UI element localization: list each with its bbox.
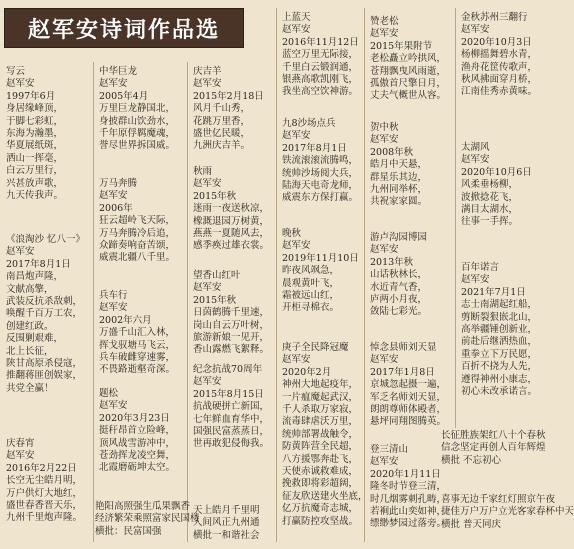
poem-line: 悬坪同翔图腾英。 bbox=[370, 416, 447, 428]
poem-date: 2005年4月 bbox=[99, 90, 149, 102]
poem-line: 杨柳摇舞碧水青， bbox=[461, 49, 538, 61]
poem-line: 苍翔飘曳风雨逝， bbox=[370, 65, 447, 77]
poem-line: 橡溉退园万树黄， bbox=[193, 215, 270, 227]
poem-line: 苍劲挥龙凌空舞， bbox=[99, 450, 176, 462]
poem-author: 赵军安 bbox=[99, 190, 128, 202]
poem-author: 赵军安 bbox=[193, 376, 222, 388]
poem-author: 赵军安 bbox=[370, 134, 399, 146]
poem-line: 万马奔腾冷后追， bbox=[99, 227, 176, 239]
poem-line: 朗朗尊师体殿者， bbox=[370, 404, 447, 416]
poem-title: 兵车行 bbox=[99, 290, 128, 301]
poem-date: 2006年 bbox=[99, 202, 133, 214]
poem-line: 皓月中天悬， bbox=[370, 159, 428, 171]
poem-author: 赵军安 bbox=[461, 154, 490, 166]
poem-line: 挽救即将彩超阔， bbox=[282, 478, 359, 490]
couplet-line: 捷佳万户万户立光客家春杯中天 bbox=[441, 506, 574, 518]
poem-line: 盛世亿民暖， bbox=[193, 128, 251, 140]
poem bbox=[99, 388, 175, 475]
poem-title: 九8沙场点兵 bbox=[282, 118, 336, 129]
poem-line: 华夏展纸斑， bbox=[6, 140, 64, 152]
poem-author: 赵军安 bbox=[461, 274, 490, 286]
poem-line: 盛世春香晋天乐， bbox=[6, 500, 83, 512]
poem-line: 亿万抗魔奇志城， bbox=[282, 503, 359, 515]
poem-line: 抗战硬拼亡新国， bbox=[193, 401, 270, 413]
poem-line: 水近青气香， bbox=[370, 281, 428, 293]
column-divider bbox=[187, 62, 188, 542]
poem-line: 身居缘峰顶， bbox=[6, 103, 64, 115]
poem-date: 2015年果附节 bbox=[370, 40, 433, 52]
poem-line: 共党全赢！ bbox=[6, 382, 54, 394]
poem-line: 陕甘高原杀侵寇， bbox=[6, 358, 83, 370]
poem-line: 志士南湖起红船， bbox=[461, 299, 538, 311]
poem-line: 军乏名师刘天显， bbox=[370, 391, 447, 403]
poem-line: 感季痪过雄衣裳。 bbox=[193, 240, 270, 252]
poem bbox=[99, 66, 175, 153]
poem-line: 初心未改承诺言。 bbox=[461, 386, 538, 398]
poem-title: 写云 bbox=[6, 66, 26, 77]
poem-line: 庐两小月夜， bbox=[370, 294, 428, 306]
poem-line: 武装反抗杀敌刺， bbox=[6, 296, 83, 308]
poem-line: 誉尽世界拆国威。 bbox=[99, 140, 176, 152]
poem-line: 日茵鹤腾千里速， bbox=[193, 307, 270, 319]
poem-line: 风柔垂杨柳， bbox=[461, 179, 519, 191]
poem-date: 2015年秋 bbox=[193, 294, 237, 306]
poem-line: 天使赤诚救难成， bbox=[282, 466, 359, 478]
poem-date: 2008年秋 bbox=[370, 146, 414, 158]
poem-date: 2015年8月15日 bbox=[193, 388, 264, 400]
poem bbox=[282, 228, 359, 315]
poem-line: 唤醒千百万工农， bbox=[6, 308, 83, 320]
poem-line: 前赴后继洒热血， bbox=[461, 336, 538, 348]
poem bbox=[461, 142, 532, 229]
couplet-line: 喜事无边千家红灯照京午夜 bbox=[441, 494, 556, 505]
poem-date: 2015年秋 bbox=[193, 190, 237, 202]
poem-line: 老松矗立吟拱风， bbox=[370, 53, 447, 65]
poem bbox=[6, 234, 85, 395]
poem bbox=[6, 438, 82, 525]
poem-title: 万马奔腾 bbox=[99, 178, 138, 189]
poem-line: 神州大地起疫年， bbox=[282, 379, 359, 391]
poem-title: 百年诺言 bbox=[461, 262, 500, 273]
poem-date: 2017年8月1日 bbox=[282, 142, 347, 154]
poem-title: 金秋苏州三翻行 bbox=[461, 12, 528, 23]
poem-title: 庆春宵 bbox=[6, 438, 35, 449]
poem-line: 昨夜风飒急， bbox=[282, 265, 340, 277]
poem-line: 迷雨一夜送秋凉， bbox=[193, 203, 270, 215]
poem-author: 赵军安 bbox=[193, 178, 222, 190]
poem-line: 燕燕一夏随风去， bbox=[193, 228, 270, 240]
poem-line: 银燕高歌凯刚飞， bbox=[282, 74, 359, 86]
poem-line: 反围剿艰难， bbox=[6, 333, 64, 345]
poem-line: 花跳万里香， bbox=[193, 115, 251, 127]
poem-line: 统帅沙场阅大兵， bbox=[282, 167, 359, 179]
poem-line: 九州千里炮声隆。 bbox=[6, 512, 83, 524]
poem-title: 贺中秋 bbox=[370, 122, 399, 133]
poem-line: 霜被远山红， bbox=[282, 290, 340, 302]
poem-line: 波掀捻花飞， bbox=[461, 191, 519, 203]
poem-date: 2020年1月11日 bbox=[370, 468, 441, 480]
poem-line: 时几烟雾刺孔畴， bbox=[370, 493, 447, 505]
poem-author: 赵军安 bbox=[461, 24, 490, 36]
poem-line: 千人杀取万家寂， bbox=[282, 404, 359, 416]
poem-line: 打赢防控攻坚战。 bbox=[282, 515, 359, 527]
poem-line: 万盛千山汇入林， bbox=[99, 327, 176, 339]
poem bbox=[99, 178, 175, 265]
poem-line: 往事一手挥。 bbox=[461, 216, 519, 228]
poem-line: 洒山一挥毫， bbox=[6, 152, 64, 164]
couplet-line: 横批 普天同庆 bbox=[441, 518, 502, 530]
poem-line: 世再敢犯侵侮我。 bbox=[193, 438, 270, 450]
poem-line: 铁流滚滚流腾鸣， bbox=[282, 155, 359, 167]
poem bbox=[193, 166, 269, 253]
poem bbox=[370, 342, 446, 429]
poem-title: 秋雨 bbox=[193, 166, 213, 177]
poem-title: 庚子全民降冠魔 bbox=[282, 342, 349, 353]
couplet-line: 信念坚定再创人百年辉煌 bbox=[441, 442, 546, 454]
couplet-line: 经济繁荣乘照富家民国楼 bbox=[95, 513, 200, 525]
poem-date: 2021年7月1日 bbox=[461, 286, 526, 298]
poem-line: 顶风战雪游冲中， bbox=[99, 437, 176, 449]
poem-line: 九洲庆吉羊。 bbox=[193, 140, 251, 152]
poem-date: 2002年六月 bbox=[99, 314, 152, 326]
poem-date: 2019年11月10日 bbox=[282, 252, 359, 264]
poem-author: 赵军安 bbox=[193, 78, 222, 90]
poem-author: 赵军安 bbox=[370, 244, 399, 256]
poem-line: 一片瘟魔起武汉， bbox=[282, 391, 359, 403]
poem-author: 赵军安 bbox=[282, 24, 311, 36]
couplet-line: 横批 不忘初心 bbox=[441, 454, 502, 466]
poem-line: 北上长征， bbox=[6, 345, 54, 357]
poem bbox=[193, 66, 264, 153]
poem-line: 我坐高空饮神游。 bbox=[282, 86, 359, 98]
poem-title: 中华巨龙 bbox=[99, 66, 138, 77]
couplet-line: 人间风正九州通 bbox=[193, 517, 260, 529]
poem-line: 剪断裂狠嵌北山， bbox=[461, 311, 538, 323]
couplet bbox=[193, 505, 260, 542]
poem-line: 长空无尘皓月明， bbox=[6, 475, 83, 487]
poem-date: 2016年11月12日 bbox=[282, 36, 359, 48]
poem-line: 陆海天电奇龙师， bbox=[282, 180, 359, 192]
poem-line: 江南佳秀赤黄味。 bbox=[461, 86, 538, 98]
poem bbox=[193, 270, 269, 357]
poem-author: 赵军安 bbox=[370, 456, 399, 468]
poem bbox=[282, 12, 359, 99]
poem-line: 风月千山秀， bbox=[193, 103, 251, 115]
poem-line: 北霞磨砺坤太空。 bbox=[99, 462, 176, 474]
poem-date: 2020年2月 bbox=[282, 366, 332, 378]
poem-line: 百折不挠为人先， bbox=[461, 361, 538, 373]
poem-line: 不畏路逝壑奇深。 bbox=[99, 364, 176, 376]
column-divider bbox=[455, 8, 456, 428]
poem-title: 游卢沟园博园 bbox=[370, 232, 428, 243]
poem-line: 推翻蒋匪创娱家， bbox=[6, 370, 83, 382]
poem-line: 万户供灯大地红， bbox=[6, 487, 83, 499]
poem-author: 赵军安 bbox=[99, 78, 128, 90]
poem-author: 赵军安 bbox=[282, 130, 311, 142]
poem-line: 威震北疆八千里。 bbox=[99, 252, 176, 264]
poem-title: 太湖风 bbox=[461, 142, 490, 153]
poem-line: 丈夫气概世从容。 bbox=[370, 90, 447, 102]
poem-author: 赵军安 bbox=[6, 450, 35, 462]
couplet-line: 横批一和谐社会 bbox=[193, 529, 260, 541]
poem-line: 于脚七彩虹， bbox=[6, 115, 64, 127]
poem-author: 赵军安 bbox=[370, 28, 399, 40]
poem-line: 创建红政。 bbox=[6, 320, 54, 332]
couplet-line: 横批：民富国强 bbox=[95, 525, 162, 537]
poem-line: 满目太湖水， bbox=[461, 204, 519, 216]
couplet-line: 天上皓月千里明 bbox=[193, 505, 260, 516]
poem-line: 防黄阵营全民超， bbox=[282, 441, 359, 453]
poem bbox=[282, 342, 368, 528]
couplet bbox=[95, 501, 200, 538]
poem-line: 旅游新娘一见开， bbox=[193, 332, 270, 344]
poem bbox=[193, 364, 269, 451]
poem-line: 香山露燃飞絮释。 bbox=[193, 344, 270, 356]
poem-line: 国强民富蒸蒸日， bbox=[193, 426, 270, 438]
poem bbox=[370, 122, 427, 209]
poem-line: 万里巨龙静国北， bbox=[99, 103, 176, 115]
poem bbox=[370, 444, 446, 531]
poem-line: 京城忽起摄一遍， bbox=[370, 379, 447, 391]
poem-author: 赵军安 bbox=[282, 354, 311, 366]
poem-author: 赵军安 bbox=[99, 302, 128, 314]
poem-line: 南昌炮声隆， bbox=[6, 271, 64, 283]
poem-date: 2015年2月18日 bbox=[193, 90, 264, 102]
poem-title: 上蓝天 bbox=[282, 12, 311, 23]
poem-title: 题松 bbox=[99, 388, 119, 399]
poem-line: 挺秆昂首立险峰， bbox=[99, 425, 176, 437]
poem-line: 九州同举杯， bbox=[370, 184, 428, 196]
poem-date: 2013年秋 bbox=[370, 256, 414, 268]
poem-title: 赞老松 bbox=[370, 16, 399, 27]
poem-line: 敛陆七彩光。 bbox=[370, 306, 428, 318]
poem-line: 流毒肆虐沃万里， bbox=[282, 416, 359, 428]
poem-line: 共祝家家圆。 bbox=[370, 196, 428, 208]
poem-title: 悼念县师刘天显 bbox=[370, 342, 437, 353]
poem-line: 岗山自云万叶树， bbox=[193, 319, 270, 331]
poem-line: 身披群山饮劲水， bbox=[99, 115, 176, 127]
poem-line: 征友欣送建火坐底， bbox=[282, 490, 368, 502]
poem-line: 秋风拂面穿月桥， bbox=[461, 74, 538, 86]
poem-author: 赵军安 bbox=[99, 400, 128, 412]
page-title: 赵军安诗词作品选 bbox=[4, 8, 244, 48]
poem-date: 2016年2月22日 bbox=[6, 462, 77, 474]
poem-line: 千里白云锻润通， bbox=[282, 61, 359, 73]
poem bbox=[6, 66, 63, 202]
poem-date: 1997年6月 bbox=[6, 90, 56, 102]
poem-line: 兵车破雌穿速雾， bbox=[99, 352, 176, 364]
poem bbox=[370, 16, 446, 103]
poem-line: 缥缈梦园过落旁。 bbox=[370, 518, 447, 530]
poem-line: 千年原俘羁魔魂， bbox=[99, 128, 176, 140]
poem-author: 赵军安 bbox=[370, 354, 399, 366]
poem-line: 群星乐其边， bbox=[370, 171, 428, 183]
poem-author: 赵军安 bbox=[193, 282, 222, 294]
poem-line: 文献高擎， bbox=[6, 283, 54, 295]
poem bbox=[282, 118, 358, 205]
poem-line: 九天传我声。 bbox=[6, 190, 64, 202]
poem-title: 登三清山 bbox=[370, 444, 409, 455]
poem-line: 晨观黄叶飞， bbox=[282, 277, 340, 289]
poem-line: 隆冬时节登三清， bbox=[370, 481, 447, 493]
poem bbox=[99, 290, 175, 377]
poem-line: 八方援鄂奔赴飞， bbox=[282, 453, 359, 465]
column-divider bbox=[93, 62, 94, 542]
poem-date: 2017年8月1日 bbox=[6, 258, 71, 270]
poem-date: 2020年3月23日 bbox=[99, 412, 170, 424]
poem-title: 望香山红叶 bbox=[193, 270, 241, 281]
couplet bbox=[441, 430, 546, 467]
poem-author: 赵军安 bbox=[6, 246, 35, 258]
poem-line: 开柜寻棉衣。 bbox=[282, 302, 340, 314]
poem-line: 山话秋林长， bbox=[370, 269, 428, 281]
poem-line: 若裥此山奕如神， bbox=[370, 506, 447, 518]
poem-line: 七年鲜血育华中， bbox=[193, 413, 270, 425]
poem-line: 白云万里行， bbox=[6, 165, 64, 177]
poem-line: 众蹄奏响奋苦颂， bbox=[99, 240, 176, 252]
couplet-line: 长征胜族架红八十个春秋 bbox=[441, 430, 546, 441]
poem-date: 2020年10月3日 bbox=[461, 36, 532, 48]
couplet-line: 艳阳高照强生瓜果飘香 bbox=[95, 501, 191, 512]
poem-line: 威震东方保打赢。 bbox=[282, 192, 359, 204]
poem-line: 东海为瀚墨， bbox=[6, 128, 64, 140]
poem-title: 纪念抗战70周年 bbox=[193, 364, 263, 375]
poem-line: 遵得神州小康志， bbox=[461, 373, 538, 385]
poem-line: 高举疆锤创新业， bbox=[461, 324, 538, 336]
poem-line: 渔舟花筐传歌声， bbox=[461, 61, 538, 73]
poem-title: 晚秋 bbox=[282, 228, 302, 239]
poem-date: 2020年10月6日 bbox=[461, 166, 532, 178]
poem-title: 庆吉羊 bbox=[193, 66, 222, 77]
poem-line: 重拳立下万民愿， bbox=[461, 348, 538, 360]
column-divider bbox=[276, 8, 277, 542]
poem-date: 2017年1月8日 bbox=[370, 366, 435, 378]
poem-line: 蓝空万里无际接， bbox=[282, 49, 359, 61]
poem-line: 兴甚放声歌， bbox=[6, 177, 64, 189]
poem-line: 挥戈驭塘马飞云， bbox=[99, 339, 176, 351]
poem-line: 统帅部署战触令， bbox=[282, 428, 359, 440]
poem-author: 赵军安 bbox=[282, 240, 311, 252]
poem-author: 赵军安 bbox=[6, 78, 35, 90]
poem-line: 孤傲首尺擎日月， bbox=[370, 78, 447, 90]
poem bbox=[461, 262, 537, 398]
poem bbox=[370, 232, 427, 319]
poem-title: 《浪淘沙 忆八一》 bbox=[6, 234, 86, 245]
couplet bbox=[441, 494, 574, 531]
poem bbox=[461, 12, 537, 99]
poem-line: 狂云超岭飞天际， bbox=[99, 215, 176, 227]
